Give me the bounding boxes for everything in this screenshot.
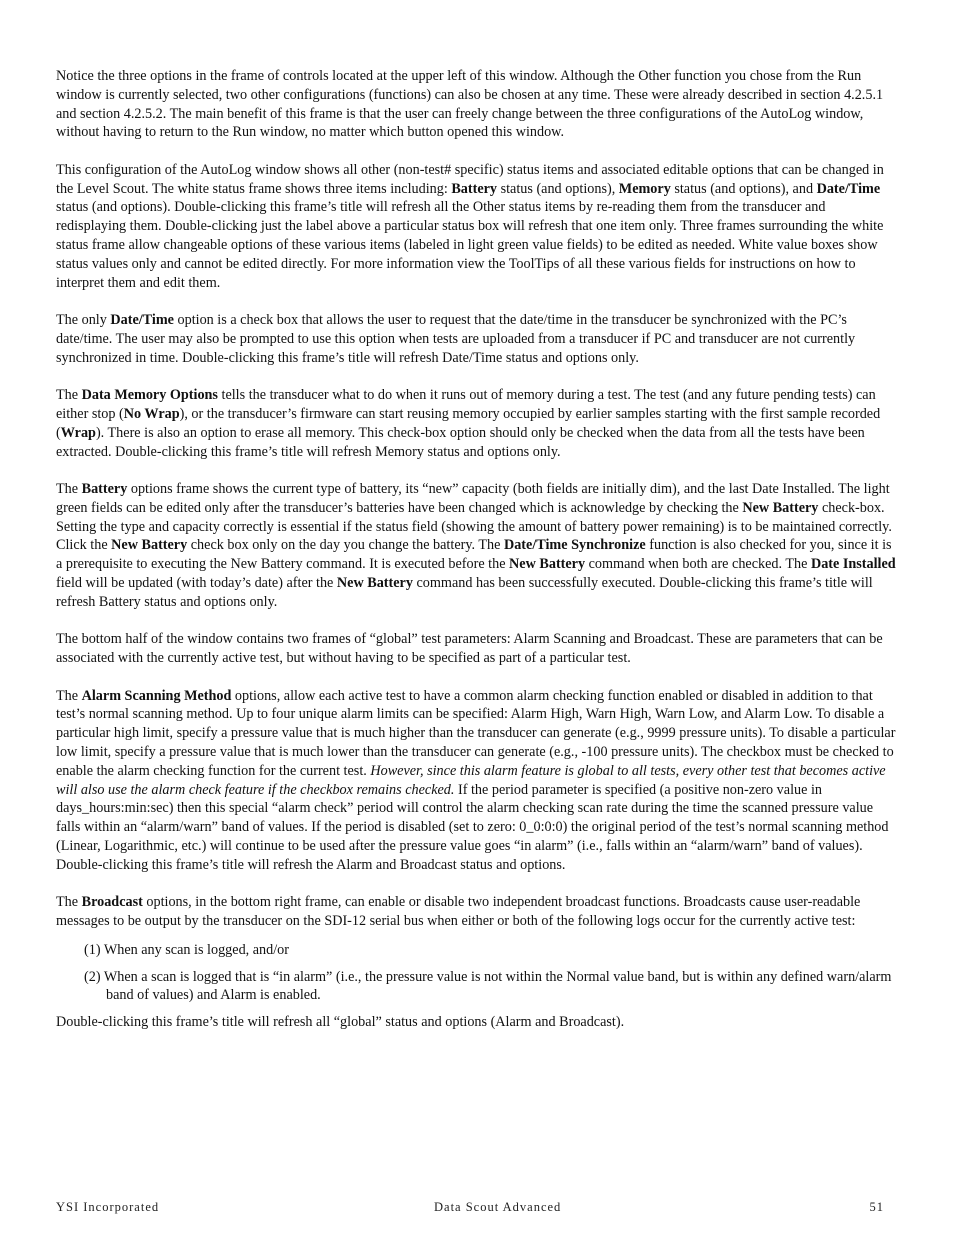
- paragraph-text: The bottom half of the window contains two frames of “global” test parameters: Alarm Scanning and Broadcast. These are parameters that can be associated with the currently active test, but without having to be specified as part of a particular test.: [56, 631, 883, 667]
- paragraph-broadcast: [56, 893, 898, 931]
- bold-term: Date/Time: [816, 180, 881, 197]
- paragraph-closing: [56, 1013, 898, 1032]
- paragraph-text: status (and options). Double-clicking this frame’s title will refresh all the Other status items by re-reading them from the transducer and redisplaying them. Double-clicking just the label above a particular status box will refresh that one item only. Three frames surrounding the white status frame allow changeable options of these various items (labeled in light green value fields) to be edited as needed. White value boxes show status values only and cannot be edited directly. For more information view the ToolTips of all these various fields for instructions on how to interpret them and edit them.: [56, 199, 884, 291]
- paragraph-text: function is also checked for you, since it is a prerequisite to executing the New Battery command. It is executed before the: [56, 537, 892, 573]
- list-item: (2) When a scan is logged that is “in alarm” (i.e., the pressure value is not within the Normal value band, but is within any defined warn/alarm band of values) and Alarm is enabled.: [84, 968, 892, 1004]
- paragraph-text: Double-clicking this frame’s title will refresh all “global” status and options (Alarm and Broadcast).: [56, 1014, 625, 1031]
- bold-term: New Battery: [111, 537, 188, 554]
- paragraph-text: This configuration of the AutoLog window shows all other (non-test# specific) status items and associated editable options that can be changed in the Level Scout. The white status frame shows three items including:: [56, 161, 884, 197]
- paragraph-text: The: [56, 387, 82, 404]
- paragraph-text: The: [56, 481, 82, 498]
- paragraph-text: option is a check box that allows the user to request that the date/time in the transducer be synchronized with the PC’s date/time. The user may also be prompted to use this option when tests are uploaded from a transducer if PC and transducer are not currently synchronized in time. Double-clicking this frame’s title will refresh Date/Time status and options only.: [56, 312, 856, 366]
- bold-term: Date/Time Synchronize: [503, 537, 646, 554]
- bold-term: Date Installed: [810, 556, 896, 573]
- paragraph-text: field will be updated (with today’s date) after the: [56, 575, 337, 592]
- paragraph-text: Notice the three options in the frame of controls located at the upper left of this window. Although the Other function you chose from the Run window is currently selected, two other configurations (functions) can also be chosen at any time. These were already described in section 4.2.5.1 and section 4.2.5.2. The main benefit of this frame is that the user can freely change between the three configurations of the AutoLog window, without having to return to the Run window, no matter which button opened this window.: [56, 68, 884, 141]
- paragraph-text: The only: [56, 312, 111, 329]
- broadcast-list: [56, 941, 898, 1005]
- page-footer: [56, 1200, 884, 1218]
- paragraph-date-time: [56, 311, 898, 367]
- paragraph-battery: [56, 480, 898, 612]
- paragraph-text: check box only on the day you change the battery. The: [187, 537, 504, 554]
- paragraph-text: status (and options), and: [670, 180, 817, 197]
- paragraph-text: status (and options),: [497, 180, 619, 197]
- page-number: 51: [869, 1200, 884, 1214]
- paragraph-text: The: [56, 687, 82, 704]
- footer-title: Data Scout Advanced: [434, 1200, 562, 1214]
- paragraph-data-memory: [56, 386, 898, 461]
- bold-term: Memory: [618, 180, 671, 197]
- document-body: [56, 67, 898, 1051]
- paragraph-text: ), or the transducer’s firmware can start reusing memory occupied by earlier samples starting with the first sample recorded (: [56, 406, 881, 441]
- bold-term: Data Memory Options: [81, 387, 218, 404]
- paragraph-text: options frame shows the current type of battery, its “new” capacity (both fields are initially dim), and the last Date Installed. The light green fields can be edited only after the transducer’s batteries have been changed which is acknowledge by checking the: [56, 481, 890, 516]
- paragraph-text: command has been successfully executed. Double-clicking this frame’s title will refresh Battery status and options only.: [56, 575, 873, 610]
- bold-term: New Battery: [336, 575, 413, 592]
- paragraph-text: options, allow each active test to have a common alarm checking function enabled or disabled in addition to that test’s normal scanning method. Up to four unique alarm limits can be specified: Alarm High, Warn High, Warn Low, and Alarm Low. To disable a particular high limit, specify a pressure value that is much higher than the transducer can generate (e.g., 9999 pressure units). To disable a particular low limit, specify a pressure value that is much lower than the transducer can generate (e.g., -100 pressure units). The checkbox must be checked to enable the alarm checking function for the current test.: [56, 687, 896, 779]
- paragraph-global-parameters: [56, 630, 898, 668]
- bold-term: Battery: [451, 180, 498, 197]
- footer-company: YSI Incorporated: [56, 1200, 160, 1214]
- paragraph-text: tells the transducer what to do when it runs out of memory during a test. The test (and any future pending tests) can either stop (: [56, 387, 876, 423]
- paragraph-text: The: [56, 894, 82, 911]
- bold-term: Alarm Scanning Method: [81, 687, 232, 704]
- bold-term: Date/Time: [110, 312, 174, 329]
- paragraph-autolog-options: [56, 67, 898, 142]
- paragraph-text: command when both are checked. The: [585, 556, 811, 573]
- bold-term: New Battery: [509, 556, 586, 573]
- paragraph-text: options, in the bottom right frame, can enable or disable two independent broadcast functions. Broadcasts cause user-readable messages to be output by the transducer on the SDI-12 serial bus when either or both of the following logs occur for the currently active test:: [56, 894, 861, 930]
- paragraph-text: If the period parameter is specified (a positive non-zero value in days_hours:min:sec) then this special “alarm check” period will control the alarm checking scan rate during the time the scanned pressure value falls within an “alarm/warn” band of values. If the period is disabled (set to zero: 0_0:0:0) the original period of the test’s normal scanning method (Linear, Logarithmic, etc.) will continue to be used after the pressure value goes “in alarm” (i.e., falls within an “alarm/warn” band of values). Double-clicking this frame’s title will refresh the Alarm and Broadcast status and options.: [56, 781, 889, 873]
- paragraph-status-items: [56, 161, 898, 293]
- bold-term: Wrap: [60, 424, 96, 441]
- bold-term: Broadcast: [81, 894, 143, 911]
- paragraph-alarm-scanning: [56, 687, 898, 875]
- paragraph-text: ). There is also an option to erase all memory. This check-box option should only be checked when the data from all the tests have been extracted. Double-clicking this frame’s title will refresh Memory status and options only.: [56, 424, 865, 460]
- bold-term: Battery: [81, 481, 128, 498]
- paragraph-text: check-box. Setting the type and capacity correctly is essential if the status field (showing the amount of battery power remaining) is to be maintained correctly. Click the: [56, 499, 892, 554]
- bold-term: No Wrap: [123, 406, 180, 423]
- list-item: (1) When any scan is logged, and/or: [84, 941, 290, 958]
- italic-note: However, since this alarm feature is global to all tests, every other test that becomes active will also use the alarm check feature if the checkbox remains checked.: [56, 762, 886, 798]
- bold-term: New Battery: [742, 499, 819, 516]
